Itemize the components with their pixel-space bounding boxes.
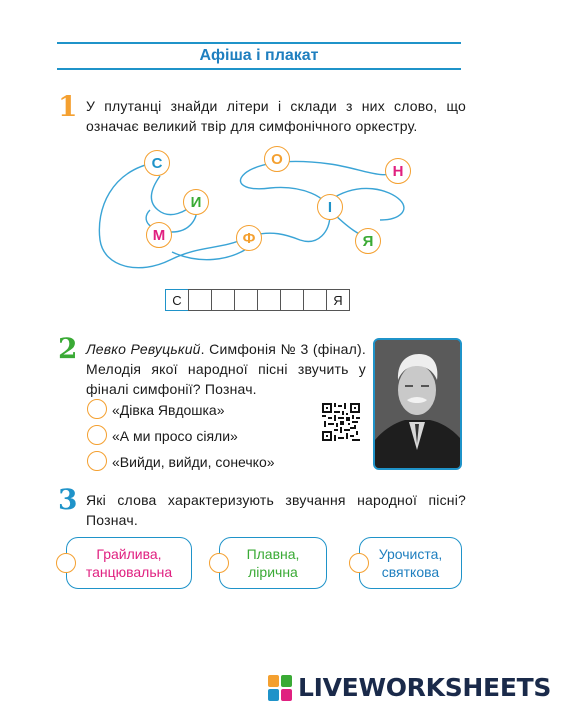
letter: Ф <box>242 229 256 247</box>
letter: С <box>151 154 163 172</box>
option-label: «Дівка Явдошка» <box>112 402 225 418</box>
card-radio[interactable] <box>209 553 229 573</box>
task1-number: 1 <box>58 90 78 123</box>
brand-logo-icon <box>268 675 292 701</box>
letter-circle[interactable] <box>146 222 172 248</box>
option-radio[interactable] <box>87 425 107 445</box>
qr-code-icon[interactable] <box>322 403 360 441</box>
page-title: Афіша і плакат <box>199 47 319 64</box>
letter: М <box>152 226 166 244</box>
answer-cell[interactable] <box>257 289 281 311</box>
option-radio[interactable] <box>87 451 107 471</box>
task2-text <box>86 339 366 399</box>
answer-cell[interactable] <box>234 289 258 311</box>
option-label: «А ми просо сіяли» <box>112 428 238 444</box>
task2-author: Левко Ревуцький <box>86 341 201 357</box>
header-bottom-rule <box>57 68 461 70</box>
portrait-image <box>375 340 460 468</box>
letter-circle[interactable] <box>144 150 170 176</box>
header-top-rule <box>57 42 461 44</box>
letter-circle[interactable] <box>264 146 290 172</box>
letter: И <box>190 193 202 211</box>
card-label: Плавна, ліричнa <box>246 546 300 580</box>
letter-circle[interactable] <box>385 158 411 184</box>
brand-logo <box>268 673 551 702</box>
task1-text: У плутанці знайди літери і склади з них слово, що означає великий твір для симфонічного оркестру. <box>86 98 466 134</box>
card-radio[interactable] <box>56 553 76 573</box>
answer-cell[interactable] <box>280 289 304 311</box>
answer-cell-first: С <box>165 289 189 311</box>
letter: Я <box>362 232 374 250</box>
answer-cell-last: Я <box>326 289 350 311</box>
task2-question: . Симфонія № 3 (фінал). Мелодія якої народної пісні звучить у фіналі симфонії? Познач. <box>86 341 366 397</box>
option-radio[interactable] <box>87 399 107 419</box>
answer-card[interactable] <box>66 537 192 589</box>
answer-cells <box>165 289 350 311</box>
task3-number: 3 <box>58 483 78 516</box>
answer-card[interactable] <box>359 537 462 589</box>
letter-circle[interactable] <box>236 225 262 251</box>
letter-circle[interactable] <box>355 228 381 254</box>
letter-circle[interactable] <box>183 189 209 215</box>
task2-number: 2 <box>58 332 78 365</box>
answer-cell[interactable] <box>211 289 235 311</box>
letter-circle[interactable] <box>317 194 343 220</box>
answer-cell[interactable] <box>303 289 327 311</box>
letter: Н <box>392 162 404 180</box>
task3-text: Які слова характеризують звучання народної пісні? Познач. <box>86 492 466 528</box>
letter: О <box>271 150 283 168</box>
portrait-photo <box>373 338 462 470</box>
option-label: «Вийди, вийди, сонечко» <box>112 454 275 470</box>
answer-card[interactable] <box>219 537 327 589</box>
brand-text: LIVEWORKSHEETS <box>298 673 552 702</box>
card-label: Урочиста, святкова <box>378 546 443 580</box>
card-radio[interactable] <box>349 553 369 573</box>
answer-cell[interactable] <box>188 289 212 311</box>
letter: І <box>327 198 333 216</box>
card-label: Грайлива, танцювальна <box>85 546 173 580</box>
